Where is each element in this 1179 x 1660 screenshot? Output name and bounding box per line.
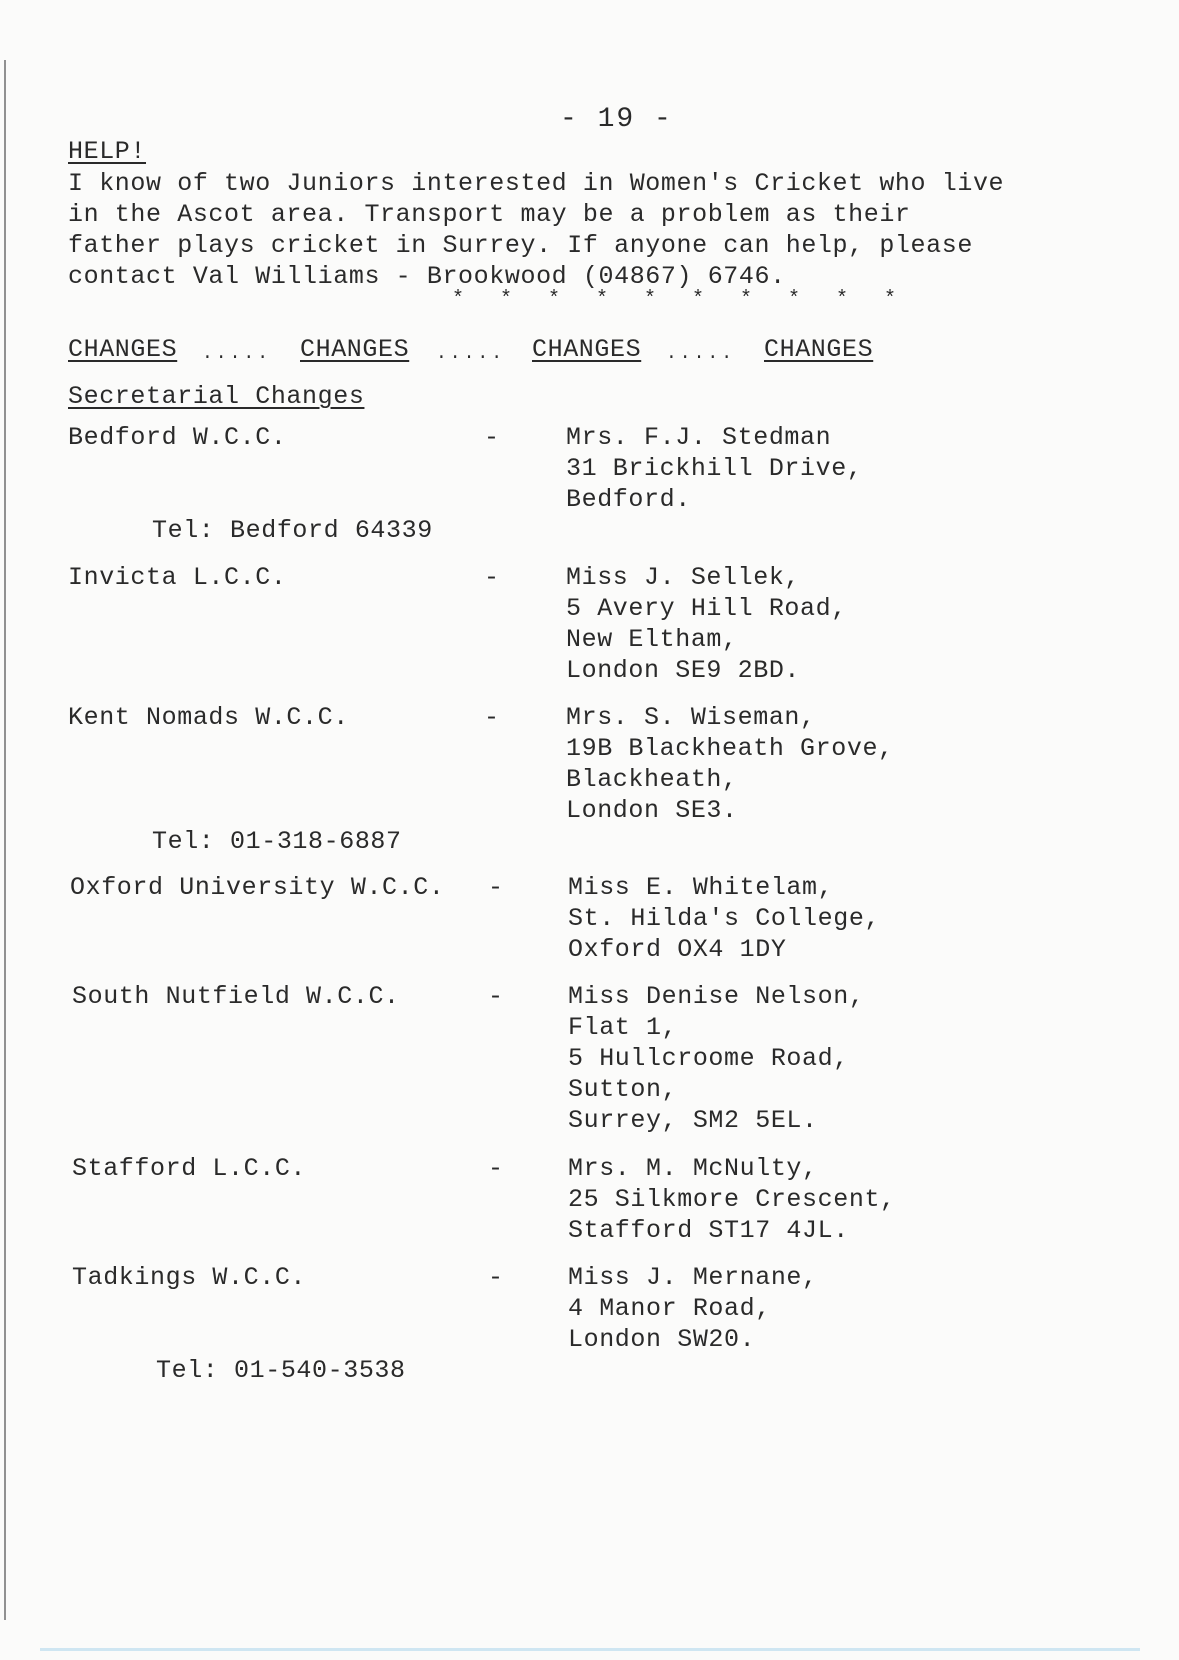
address-line: Mrs. F.J. Stedman: [566, 423, 832, 452]
address-line: Miss J. Mernane,: [568, 1263, 818, 1292]
tel-line: Tel: 01-540-3538: [156, 1356, 406, 1385]
address-line: Mrs. S. Wiseman,: [566, 703, 816, 732]
dash: -: [488, 1154, 504, 1183]
help-line-2: in the Ascot area. Transport may be a problem as their: [68, 200, 911, 229]
address-line: New Eltham,: [566, 625, 738, 654]
changes-dots-1: .....: [202, 344, 272, 364]
secretarial-changes-heading: Secretarial Changes: [68, 382, 365, 411]
address-line: Blackheath,: [566, 765, 738, 794]
address-line: Stafford ST17 4JL.: [568, 1216, 849, 1245]
club-name: Oxford University W.C.C.: [70, 873, 445, 902]
page-bottom-edge: [40, 1648, 1140, 1651]
changes-word-3: CHANGES: [532, 335, 642, 364]
address-line: London SW20.: [568, 1325, 756, 1354]
address-line: Bedford.: [566, 485, 691, 514]
address-line: London SE9 2BD.: [566, 656, 801, 685]
help-line-1: I know of two Juniors interested in Women's Cricket who live: [68, 169, 1005, 198]
dash: -: [484, 563, 500, 592]
club-name: Stafford L.C.C.: [72, 1154, 307, 1183]
address-line: 5 Hullcroome Road,: [568, 1044, 849, 1073]
tel-line: Tel: 01-318-6887: [152, 827, 402, 856]
help-line-4: contact Val Williams - Brookwood (04867) 6746.: [68, 262, 786, 291]
address-line: Miss J. Sellek,: [566, 563, 801, 592]
dash: -: [488, 982, 504, 1011]
address-line: Flat 1,: [568, 1013, 678, 1042]
tel-line: Tel: Bedford 64339: [152, 516, 433, 545]
club-name: Kent Nomads W.C.C.: [68, 703, 349, 732]
dash: -: [488, 873, 504, 902]
help-heading: HELP!: [68, 137, 147, 166]
help-line-3: father plays cricket in Surrey. If anyone can help, please: [68, 231, 973, 260]
changes-dots-3: .....: [666, 344, 736, 364]
dash: -: [488, 1263, 504, 1292]
page-number: - 19 -: [560, 104, 673, 135]
page-edge-shadow: [4, 60, 6, 1620]
address-line: Mrs. M. McNulty,: [568, 1154, 818, 1183]
changes-word-2: CHANGES: [300, 335, 410, 364]
address-line: Oxford OX4 1DY: [568, 935, 787, 964]
address-line: Surrey, SM2 5EL.: [568, 1106, 818, 1135]
changes-word-1: CHANGES: [68, 335, 178, 364]
address-line: Miss Denise Nelson,: [568, 982, 865, 1011]
address-line: Miss E. Whitelam,: [568, 873, 834, 902]
dash: -: [484, 703, 500, 732]
address-line: 31 Brickhill Drive,: [566, 454, 863, 483]
separator-stars: * * * * * * * * * *: [452, 288, 909, 311]
address-line: St. Hilda's College,: [568, 904, 881, 933]
club-name: South Nutfield W.C.C.: [72, 982, 400, 1011]
address-line: 5 Avery Hill Road,: [566, 594, 847, 623]
changes-word-4: CHANGES: [764, 335, 874, 364]
address-line: 19B Blackheath Grove,: [566, 734, 894, 763]
dash: -: [484, 423, 500, 452]
address-line: 25 Silkmore Crescent,: [568, 1185, 896, 1214]
address-line: London SE3.: [566, 796, 738, 825]
address-line: Sutton,: [568, 1075, 678, 1104]
changes-dots-2: .....: [436, 344, 506, 364]
club-name: Tadkings W.C.C.: [72, 1263, 307, 1292]
club-name: Bedford W.C.C.: [68, 423, 287, 452]
club-name: Invicta L.C.C.: [68, 563, 287, 592]
address-line: 4 Manor Road,: [568, 1294, 771, 1323]
